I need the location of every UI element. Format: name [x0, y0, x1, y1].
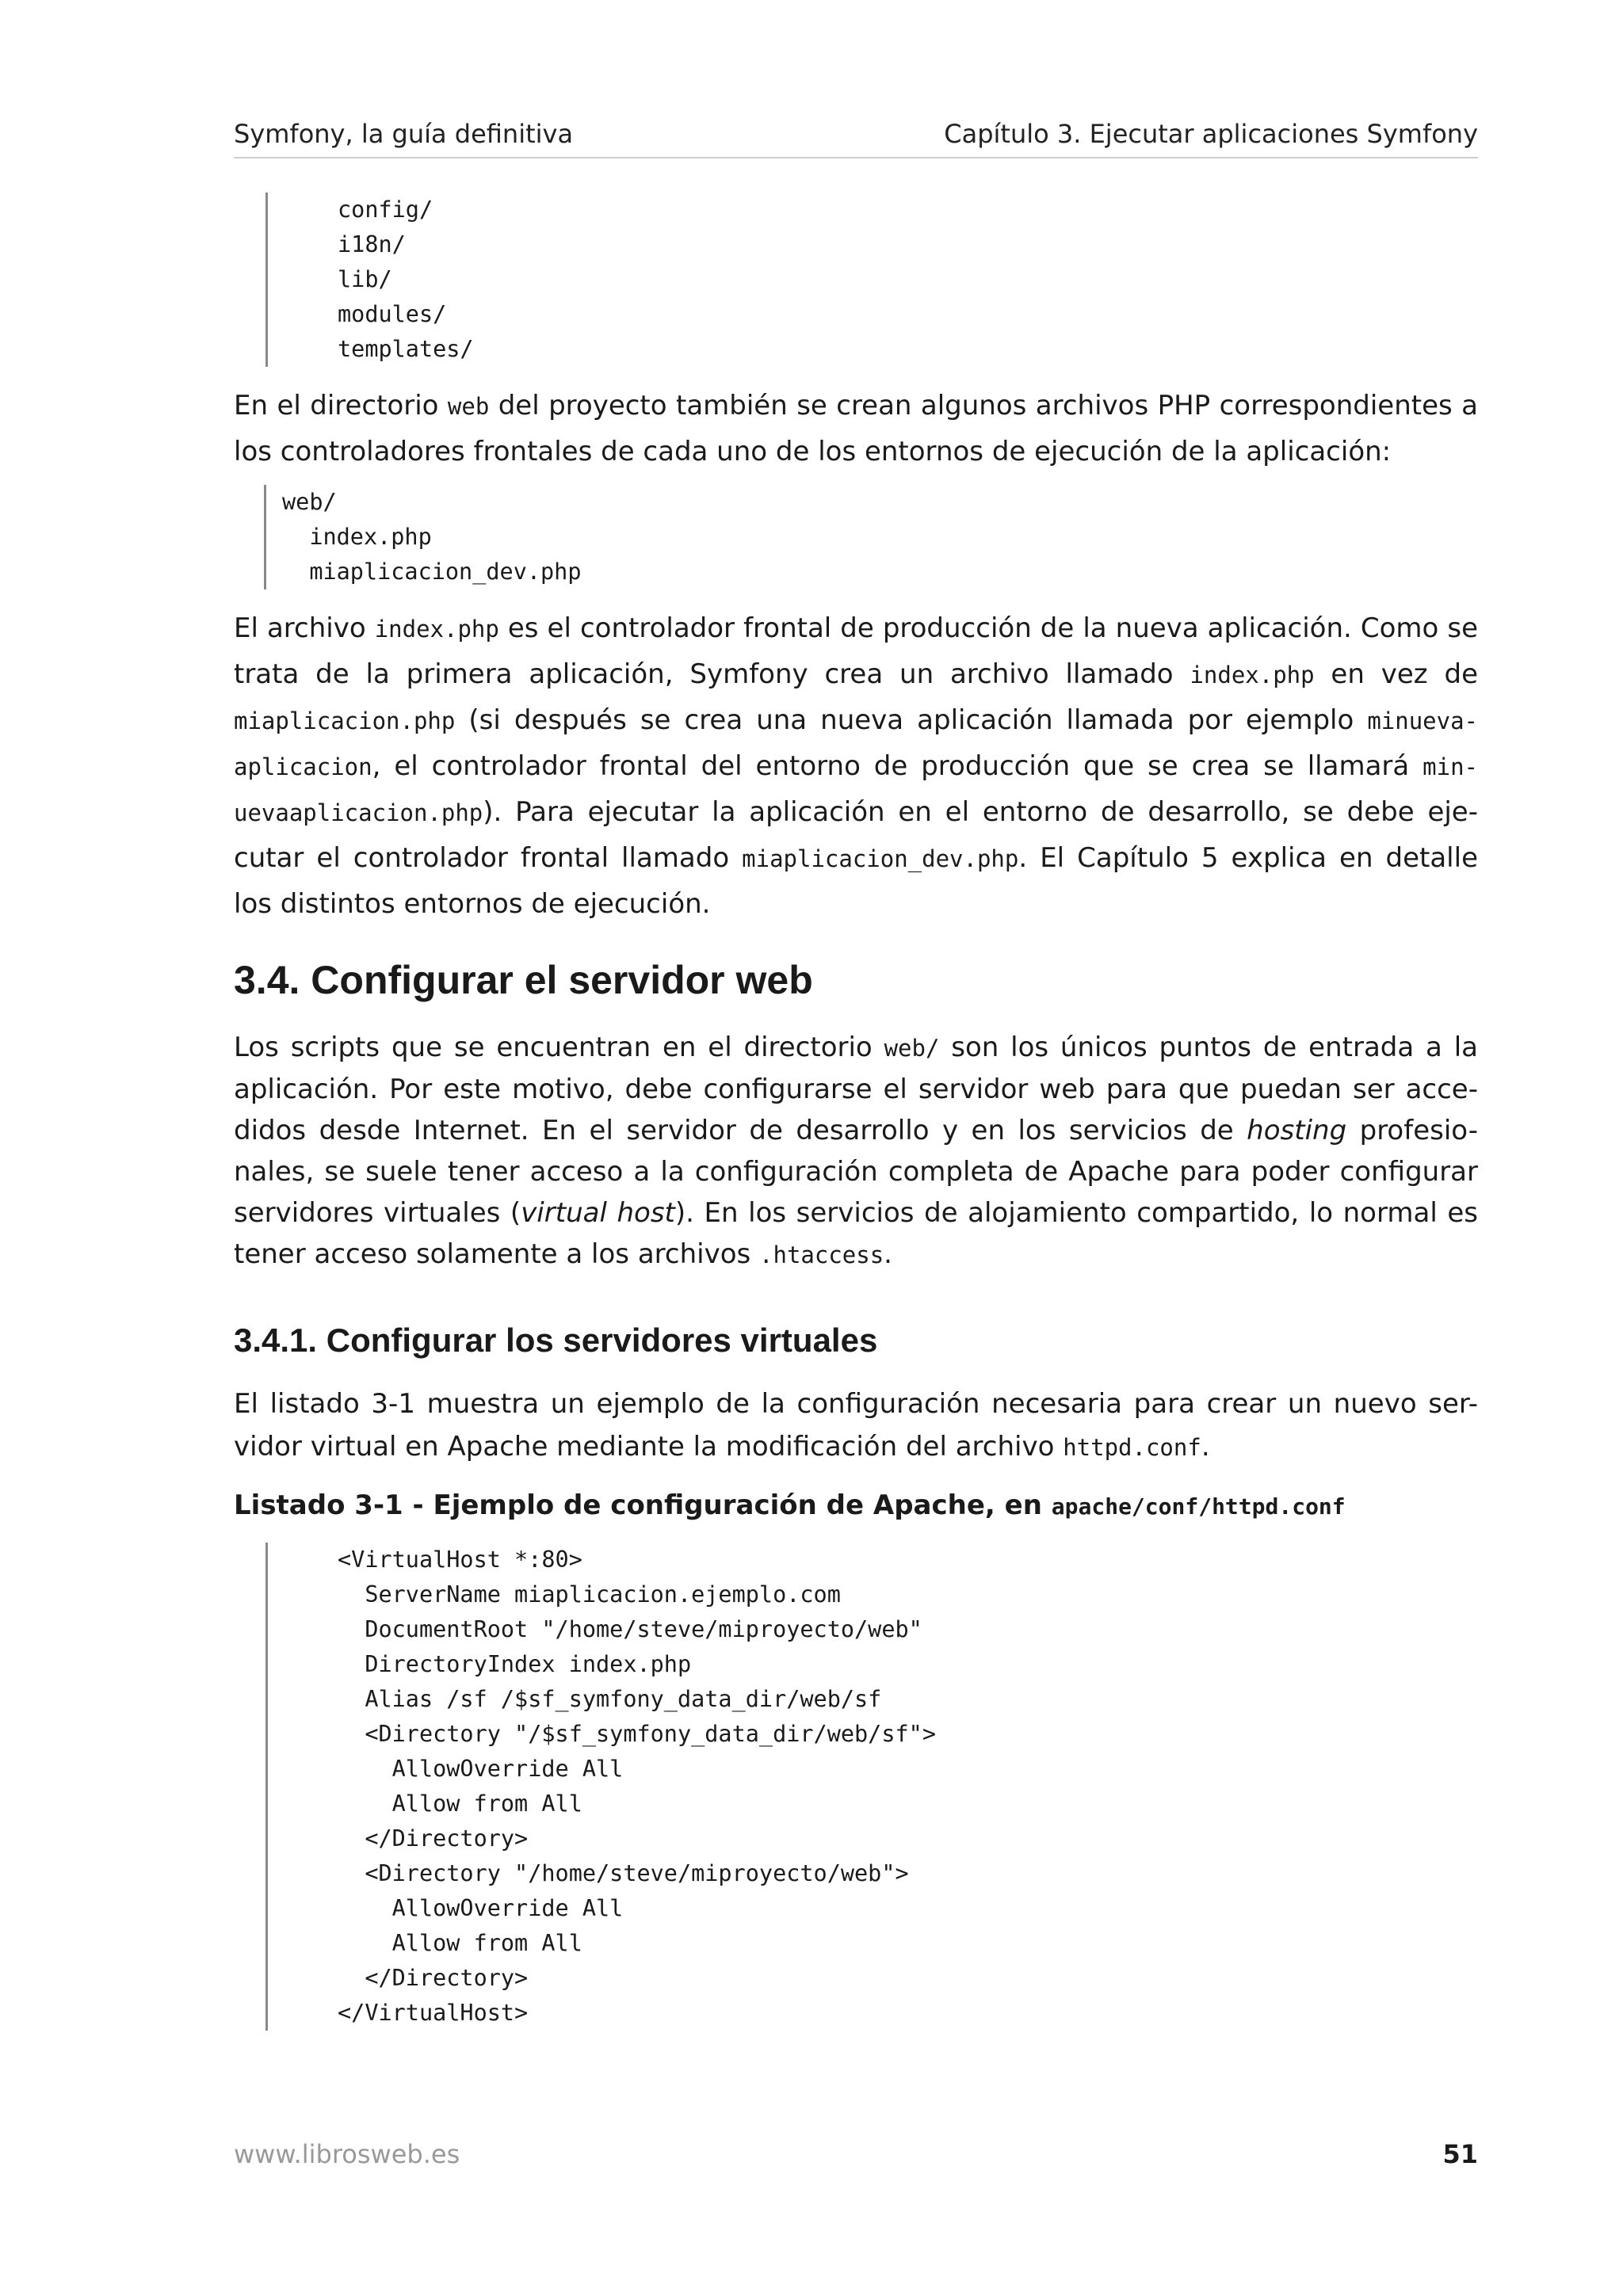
running-header — [234, 119, 1478, 158]
subsection-heading: 3.4.1. Configurar los servidores virtuales — [234, 1322, 878, 1359]
paragraph-web-directory: En el directorio web del proyecto también se crean algunos archivos PHP correspondientes a los controladores frontales de cada uno de los entornos de ejecución de la aplicación: — [234, 390, 1478, 467]
code-block-directories: config/ i18n/ lib/ modules/ templates/ — [265, 193, 474, 367]
book-title: Symfony, la guía definitiva — [234, 119, 574, 149]
paragraph-front-controller: El archivo index.php es el controlador frontal de producción de la nueva aplicación. Como se trata de la primera aplicación, Symfony crea un archivo llamado index.php en vez de miaplicacion.php (si después se crea una nueva aplicación llamada por ejemplo minueva-aplicacion, el controlador frontal del entorno de producción que se crea se llamará min-uevaaplicacion.php). Para ejecutar la aplicación en el entorno de desarrollo, se debe eje-cutar el controlador frontal llamado miaplicacion_dev.php. El Capítulo 5 explica en detalle los distintos entornos de ejecución. — [234, 612, 1478, 920]
listing-caption: Listado 3-1 - Ejemplo de configuración de Apache, en apache/conf/httpd.conf — [234, 1489, 1346, 1521]
code-block-apache-config: <VirtualHost *:80> ServerName miaplicacion.ejemplo.com DocumentRoot "/home/steve/miproyecto/web" DirectoryIndex index.php Alias /sf /$sf_symfony_data_dir/web/sf <Directory "/$sf_symfony_data_dir/web/sf"> AllowOverride All Allow from All </Directory> <Directory "/home/steve/miproyecto/web"> AllowOverride All Allow from All </Directory> </VirtualHost> — [265, 1543, 936, 2031]
page-number: 51 — [1442, 2139, 1478, 2169]
footer-site: www.librosweb.es — [234, 2139, 460, 2169]
section-heading: 3.4. Configurar el servidor web — [234, 958, 813, 1002]
chapter-title: Capítulo 3. Ejecutar aplicaciones Symfony — [944, 119, 1478, 149]
paragraph-web-server: Los scripts que se encuentran en el directorio web/ son los únicos puntos de entrada a la aplicación. Por este motivo, debe configurarse el servidor web para que puedan ser acce-didos desde Internet. En el servidor de desarrollo y en los servicios de hosting profesio-nales, se suele tener acceso a la configuración completa de Apache para poder configurar servidores virtuales (virtual host). En los servicios de alojamiento compartido, lo normal es tener acceso solamente a los archivos .htaccess. — [234, 1032, 1478, 1270]
paragraph-listing-intro: El listado 3-1 muestra un ejemplo de la configuración necesaria para crear un nuevo ser-vidor virtual en Apache mediante la modificación del archivo httpd.conf. — [234, 1388, 1478, 1463]
code-block-web-files: web/ index.php miaplicacion_dev.php — [264, 485, 582, 589]
